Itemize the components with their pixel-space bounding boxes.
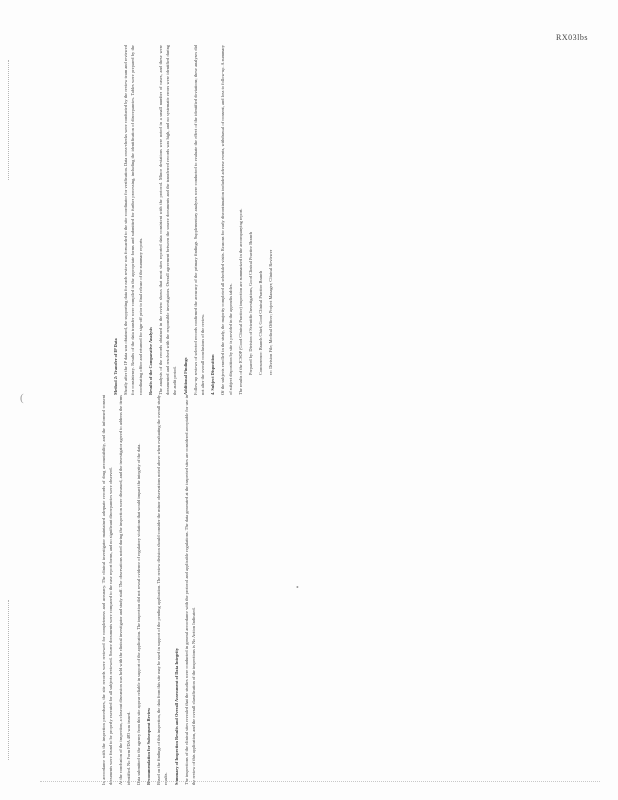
body-paragraph: The analysis of the records obtained in the review shows that most sites reported data consistent with the protocol. Minor deviations were noted in a small number of cases, and these were documented and resolved with the responsible investigators. Overall agreement between the source documents and the transferred records was high, and no systematic errors were identified during the audit period. [158, 45, 178, 395]
body-paragraph: In accordance with the inspection procedures, the site records were reviewed for completeness and accuracy. The clinical investigator maintained adequate records of drug accountability, and the informed consent documents were found to be properly executed for all subjects reviewed. Source documents were compared to the case report forms, and no significant discrepancies were observed. [101, 395, 114, 785]
body-paragraph: Shortly after the IP data was obtained, the supporting data for each review was forwarded to the site coordinator for verification. Data cross-checks were conducted by the review team and reviewed for consistency. Results of the data transfer were compiled in the appropriate forms and submitted for further processing, including the identification of discrepancies. Tables were prepared by the coordinating office and returned for sign-off prior to final release of the summary reports. [123, 45, 143, 395]
scan-bottom-dots [40, 781, 600, 782]
document-code: RX03lbs [556, 33, 588, 42]
body-paragraph: cc: Division File; Medical Officer; Project Manager; Clinical Reviewer [268, 249, 274, 375]
section-heading: 4. Subject Disposition [210, 354, 216, 395]
section-heading: Results of the Comparative Analysis [147, 327, 153, 395]
scan-margin-dots-top [8, 60, 11, 180]
section-heading: Recommendation for Subsequent Review [146, 707, 152, 785]
section-heading: Method 2: Transfer of IP Data [113, 338, 118, 395]
scan-margin-dots-bottom [8, 600, 11, 760]
body-paragraph: The inspections of the clinical sites revealed that the studies were conducted in general accordance with the protocol and applicable regulations. The data generated at the inspected sites are considered acceptable for use in the review of this application, and the overall classification of the inspections is No Action Indicated. [183, 395, 197, 785]
body-paragraph: Prepared by: Division of Scientific Investigations, Good Clinical Practice Branch [248, 232, 254, 375]
body-paragraph: At the conclusion of the inspection, a closeout discussion was held with the clinical investigator and study staff. The observations noted during the inspection were discussed, and the investigator agreed to address the items identified. No Form FDA 483 was issued. [118, 395, 131, 785]
section-heading: Summary of Inspection Results and Overall Assessment of Data Integrity [173, 648, 179, 785]
body-paragraph: Follow-up reviews of selected records confirmed the accuracy of the primary findings. Supplementary analyses were conducted to evaluate the effect of the identified deviations; these analyses did not alter the overall conclusions of the review. [192, 45, 206, 395]
page-fold-mark: • [296, 583, 299, 592]
body-paragraph: Of the subjects enrolled in the study, the majority completed all scheduled visits. Reasons for early discontinuation included adverse events, withdrawal of consent, and loss to follow-up. A summary of subject disposition by site is provided in the appendix tables. [220, 45, 233, 395]
right-text-column [110, 45, 330, 395]
binder-hole-mark: ( [20, 392, 24, 404]
body-paragraph: Data submitted to the agency from this site appear reliable in support of the application. The inspection did not reveal evidence of regulatory violations that would impact the integrity of the data. [135, 443, 141, 785]
body-paragraph: Concurrence: Branch Chief, Good Clinical Practice Branch [258, 270, 264, 375]
body-paragraph: Based on the findings of this inspection, the data from this site may be used in support of the pending application. The review division should consider the minor observations noted above when evaluating the overall study results. [156, 395, 169, 785]
section-heading: Additional Findings [182, 357, 188, 395]
body-paragraph: The results of the ICSOP (Good Clinical Practice) inspection are summarized in the accompanying report. [237, 208, 243, 395]
